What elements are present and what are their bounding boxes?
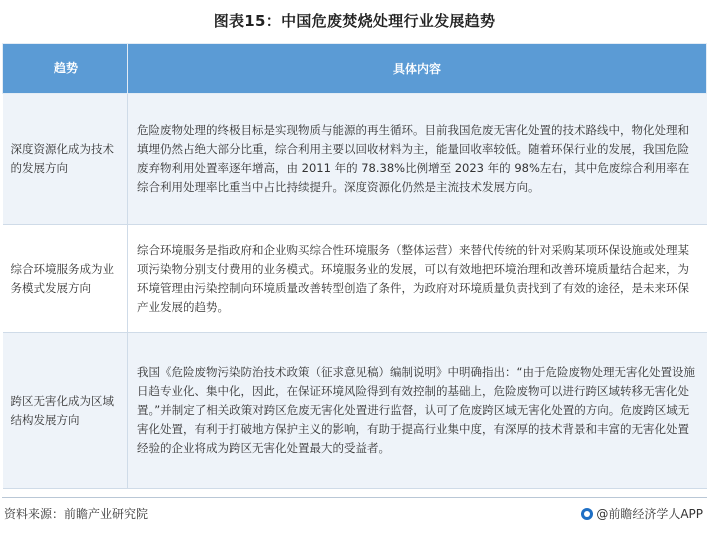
trend-cell: 跨区无害化成为区域结构发展方向 — [3, 333, 128, 489]
column-header-trend: 趋势 — [3, 44, 128, 94]
page-title: 图表15：中国危废焚烧处理行业发展趋势 — [213, 12, 496, 30]
trend-cell: 综合环境服务成为业务模式发展方向 — [3, 225, 128, 333]
brand-label: @前瞻经济学人APP — [596, 507, 703, 521]
qianzhan-logo-icon — [581, 508, 593, 520]
table-row — [3, 333, 707, 489]
table-row — [3, 94, 707, 225]
content-cell: 危险废物处理的终极目标是实现物质与能源的再生循环。目前我国危废无害化处置的技术路线中，物化处理和填埋仍然占绝大部分比重，综合利用主要以回收材料为主，能量回收率较低。随着环保行业的发展，我国危险废弃物利用处置率逐年增高，由 2011 年的 78.38%比例增至 2023 年的 98%左右，其中危废综合利用率在综合利用处理率比重当中占比持续提升。深度资源化仍然是主流技术发展方向。 — [128, 94, 707, 225]
column-header-content: 具体内容 — [128, 44, 707, 94]
content-cell: 综合环境服务是指政府和企业购买综合性环境服务（整体运营）来替代传统的针对采购某项环保设施或处理某项污染物分别支付费用的业务模式。环境服务业的发展，可以有效地把环境治理和改善环境质量结合起来，为环境管理由污染控制向环境质量改善转型创造了条件，为政府对环境质量负责找到了有效的途径，是未来环保产业发展的趋势。 — [128, 225, 707, 333]
content-cell: 我国《危险废物污染防治技术政策（征求意见稿）编制说明》中明确指出：“由于危险废物处理无害化处置设施日趋专业化、集中化，因此，在保证环境风险得到有效控制的基础上，危险废物可以进行跨区域转移无害化处置。”并制定了相关政策对跨区危废无害化处置进行监督，认可了危废跨区域无害化处置的方向。危废跨区域无害化处置，有利于打破地方保护主义的影响，有助于提高行业集中度，有深厚的技术背景和丰富的无害化处置经验的企业将成为跨区无害化处置最大的受益者。 — [128, 333, 707, 489]
table-row — [3, 225, 707, 333]
brand-attribution — [581, 505, 703, 522]
table-header-row — [3, 44, 707, 94]
trend-table — [2, 43, 707, 489]
footer-divider — [2, 497, 707, 498]
source-note: 资料来源：前瞻产业研究院 — [4, 507, 149, 521]
trend-cell: 深度资源化成为技术的发展方向 — [3, 94, 128, 225]
